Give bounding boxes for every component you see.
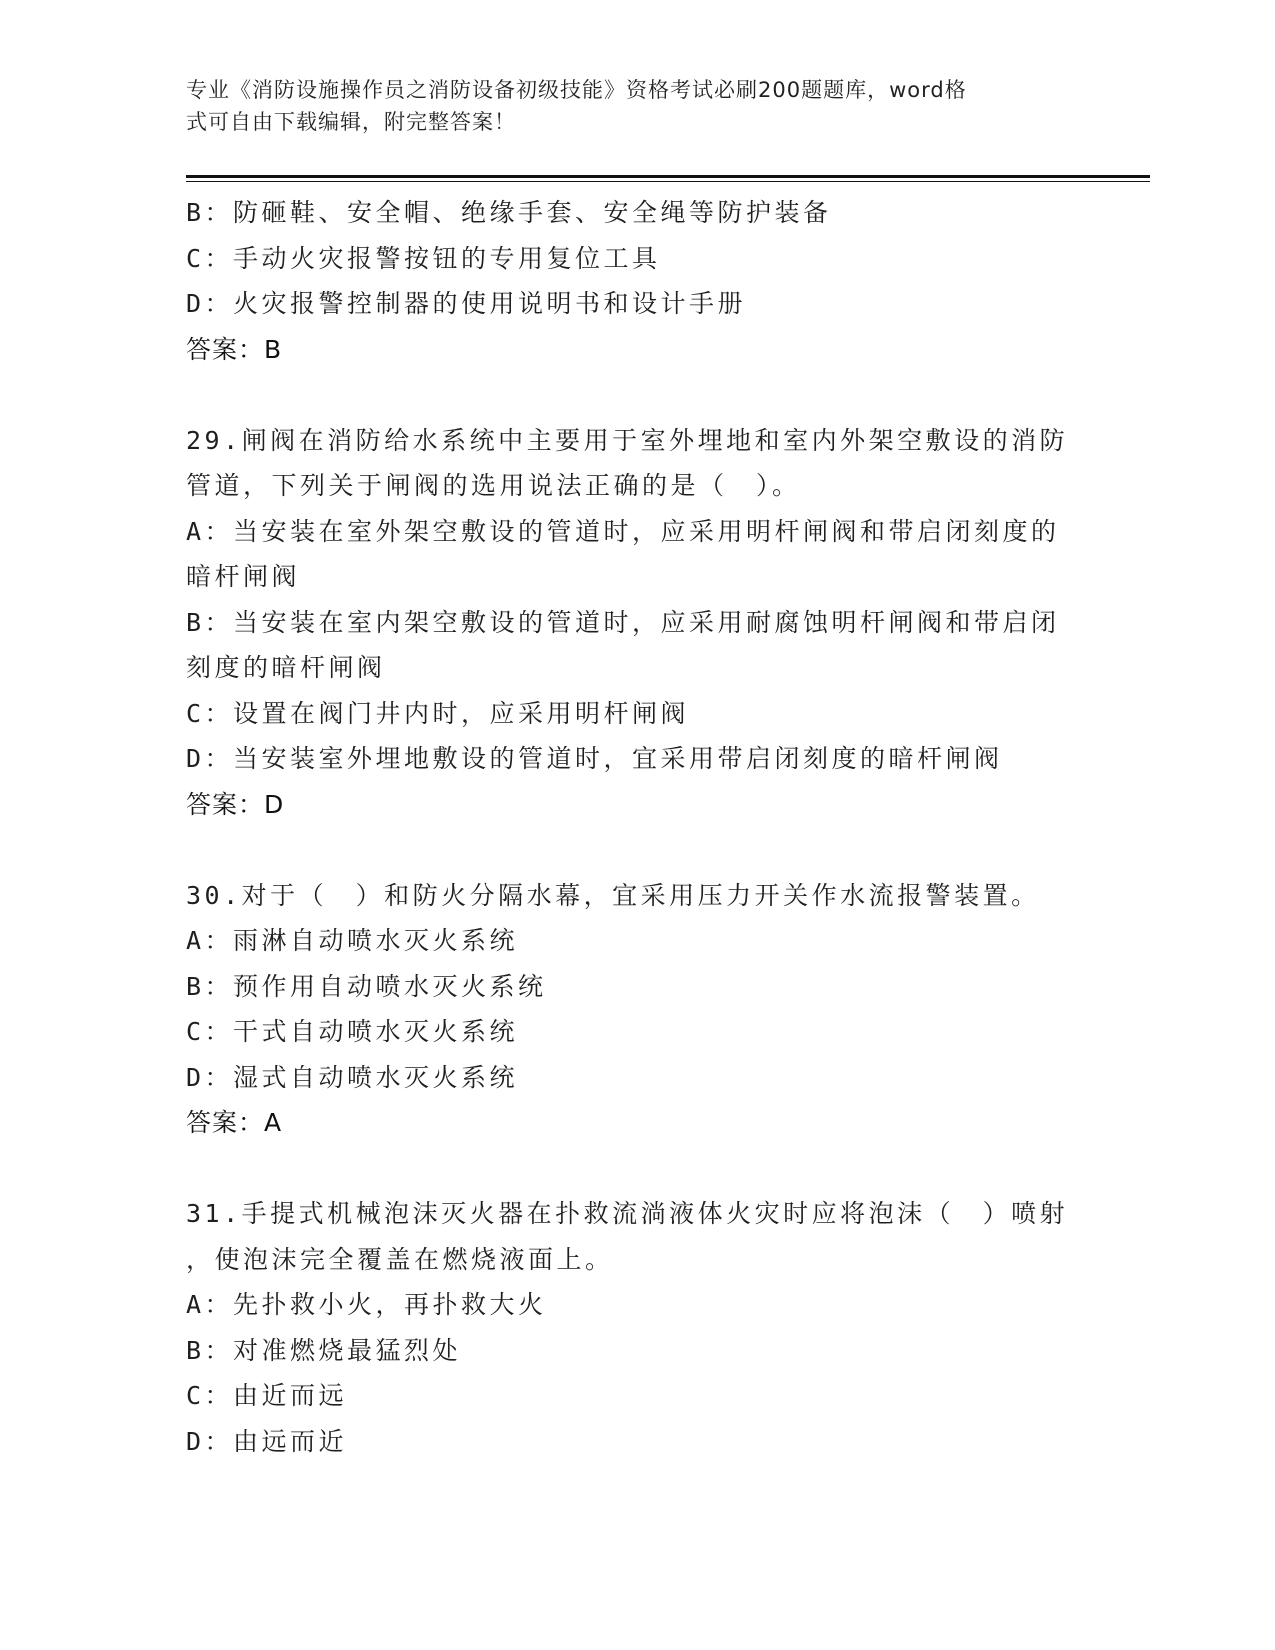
- option-c: C：设置在阀门井内时，应采用明杆闸阀: [186, 698, 690, 728]
- option-d: D：当安装室外埋地敷设的管道时，宜采用带启闭刻度的暗杆闸阀: [186, 744, 1003, 773]
- option-b-continued: 刻度的暗杆闸阀: [186, 653, 386, 682]
- option-d: D：由远而近: [186, 1426, 348, 1456]
- question-30: [186, 873, 1086, 1146]
- question-29: [186, 418, 1086, 828]
- option-c: C：干式自动喷水灭火系统: [186, 1017, 519, 1046]
- option-d: D：湿式自动喷水灭火系统: [186, 1062, 519, 1092]
- header-divider-thin: [186, 181, 1150, 182]
- option-a: A：雨淋自动喷水灭火系统: [186, 926, 519, 955]
- answer-label: 答案：A: [186, 1108, 283, 1137]
- option-b: B：防砸鞋、安全帽、绝缘手套、安全绳等防护装备: [186, 198, 832, 227]
- option-c: C：手动火灾报警按钮的专用复位工具: [186, 243, 661, 273]
- answer-label: 答案：B: [186, 334, 283, 364]
- option-a: A：先扑救小火，再扑救大火: [186, 1290, 547, 1319]
- document-header: [186, 74, 1086, 138]
- option-b: B：当安装在室内架空敷设的管道时，应采用耐腐蚀明杆闸阀和带启闭: [186, 607, 1060, 637]
- question-stem-line: 管道，下列关于闸阀的选用说法正确的是（ ）。: [186, 471, 801, 500]
- option-c: C：由近而远: [186, 1381, 348, 1410]
- option-b: B：对准燃烧最猛烈处: [186, 1335, 462, 1365]
- question-stem-line: 29.闸阀在消防给水系统中主要用于室外埋地和室内外架空敷设的消防: [186, 425, 1069, 455]
- option-d: D：火灾报警控制器的使用说明书和设计手册: [186, 289, 747, 318]
- header-divider-thick: [186, 175, 1150, 178]
- question-stem-line: ，使泡沫完全覆盖在燃烧液面上。: [186, 1244, 614, 1274]
- question-stem-line: 31.手提式机械泡沫灭火器在扑救流淌液体火灾时应将泡沫（ ）喷射: [186, 1199, 1069, 1228]
- question-31: [186, 1191, 1086, 1464]
- page-content: [186, 190, 1086, 1464]
- question-stem-line: 30.对于（ ）和防火分隔水幕，宜采用压力开关作水流报警装置。: [186, 880, 1040, 910]
- option-a-continued: 暗杆闸阀: [186, 562, 301, 591]
- option-b: B：预作用自动喷水灭火系统: [186, 971, 547, 1001]
- option-a: A：当安装在室外架空敷设的管道时，应采用明杆闸阀和带启闭刻度的: [186, 516, 1060, 546]
- question-continuation: [186, 190, 1086, 372]
- answer-label: 答案：D: [186, 789, 285, 819]
- header-line-1: 专业《消防设施操作员之消防设备初级技能》资格考试必刷200题题库，word格: [186, 78, 967, 102]
- header-line-2: 式可自由下载编辑，附完整答案！: [186, 110, 516, 134]
